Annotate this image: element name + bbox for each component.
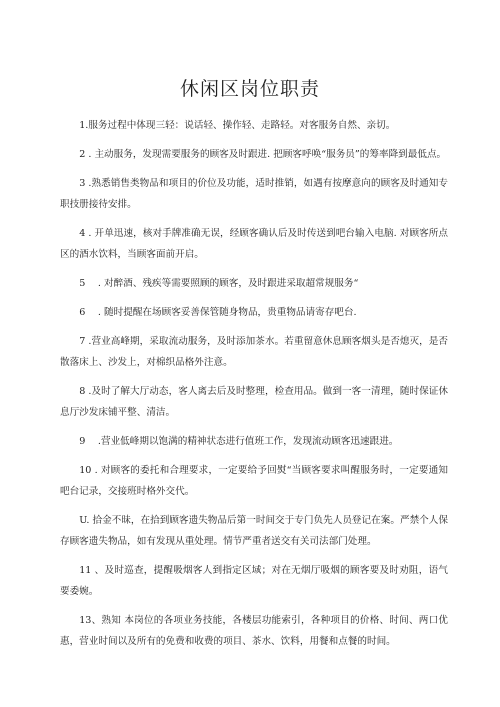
paragraph-10: 10 . 对顾客的委托和合理要求，一定要给予回熨“当顾客要求叫醒服务时，一定要通知吧台记录，交接班时格外交代。 xyxy=(60,465,448,497)
paragraph-6: 6 . 随时提醒在场顾客妥善保管随身物品，贵重物品请寄存吧台. xyxy=(79,307,357,318)
document-body xyxy=(60,115,448,660)
paragraph-4: 4 . 开单迅速，核对手牌准确无误，经顾客确认后及时传送到吧台输入电脑. 对顾客所点区的酒水饮料，当顾客面前开启。 xyxy=(60,228,448,260)
paragraph-11: U. 拾金不昧，在拾到顾客遗失物品后第一时间交于专门负先人员登记在案。严禁个人保存顾客遗失物品，如有发现从重处理。情节严重者送交有关司法部门处理。 xyxy=(60,515,448,547)
paragraph-8: 8 .及时了解大厅动态，客人离去后及时整理，检查用品。做到一客一清理，随时保证休息厅沙发床铺平整、清洁。 xyxy=(60,386,448,418)
paragraph-5: 5 . 对醉酒、残疾等需要照顾的顾客，及时跟进采取超常规服务“ xyxy=(79,278,359,289)
paragraph-9: 9 .营业低峰期以饱满的精神状态进行值班工作，发现流动顾客迅速跟进。 xyxy=(79,436,399,447)
paragraph-2: 2 . 主动服务，发现需要服务的顾客及时跟进. 把顾客呼唤“服务员”的筹率降到最低点。 xyxy=(79,149,447,160)
paragraph-7: 7 .营业高峰期，采取流动服务，及时添加茶水。若重留意休息顾客烟头是否熄灭，是否散落床上、沙发上，对棉织品格外注意。 xyxy=(60,336,448,368)
document-title: 休闲区岗位职责 xyxy=(179,78,320,100)
paragraph-1: 1.服务过程中体现三轻：说话轻、操作轻、走路轻。对客服务自然、亲切。 xyxy=(79,120,396,131)
paragraph-3: 3 .熟悉销售类物品和项目的价位及功能，适时推销，如遇有按摩意向的顾客及时通知专职技册接待安排。 xyxy=(60,178,448,210)
paragraph-12: 11 、及时巡查，提醒吸烟客人到指定区域；对在无烟厅吸烟的顾客要及时劝阻，语气要委婉。 xyxy=(60,565,448,597)
paragraph-13: 13、熟知 本岗位的各项业务技能，各楼层功能索引，各种项目的价格、时间、两口优惠，营业时间以及所有的免费和收费的项目、茶水、饮料，用餐和点餐的时间。 xyxy=(60,615,448,647)
